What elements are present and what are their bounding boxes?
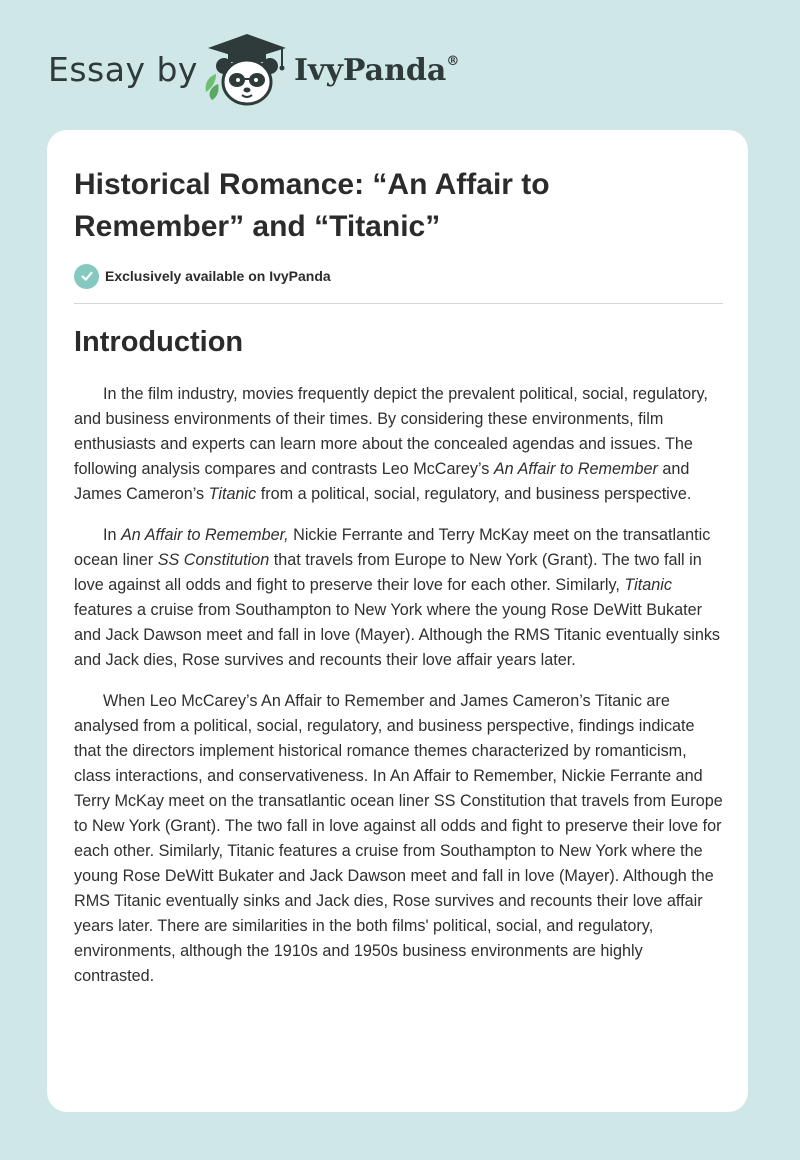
film-title: An Affair to Remember [493,460,658,478]
paragraph: When Leo McCarey’s An Affair to Remember and James Cameron’s Titanic are analysed from a political, social, regulatory, and business perspective, findings indicate that the directors implement historical romance themes characterized by romanticism, class interactions, and conservativeness. In An Affair to Remember, Nickie Ferrante and Terry McKay meet on the transatlantic ocean liner SS Constitution that travels from Europe to New York (Grant). The two fall in love against all odds and fight to preserve their love for each other. Similarly, Titanic features a cruise from Southampton to New York where the young Rose DeWitt Bukater and Jack Dawson meet and fall in love (Mayer). Although the RMS Titanic eventually sinks and Jack dies, Rose survives and recounts their love affair years later. There are similarities in the both films' political, social, and regulatory, environments, although the 1910s and 1950s business environments are highly contrasted. [74,692,723,985]
article-body [74,382,724,1005]
text-run: features a cruise from Southampton to New York where the young Rose DeWitt Bukater and Jack Dawson meet and fall in love (Mayer). Although the RMS Titanic eventually sinks and Jack dies, Rose survives and recounts their love affair years later. [74,601,721,669]
text-run: from a political, social, regulatory, and business perspective. [256,485,692,503]
brand-name[interactable] [294,53,459,88]
film-title: Titanic [208,485,257,503]
exclusive-badge [74,262,331,290]
ship-name: SS Constitution [157,551,270,569]
brand-label: IvyPanda [294,53,447,88]
exclusive-badge-text: Exclusively available on IvyPanda [105,268,331,284]
text-run: In the film industry, movies frequently depict the prevalent political, social, regulatory, and business environments of their times. By considering these environments, film enthusiasts and experts can learn more about the concealed agendas and issues. The following analysis compares and contrasts Leo McCarey’s [74,385,708,478]
text-run: that travels from Europe to New York (Grant). The two fall in love against all odds and fight to preserve their love for each other. Similarly, [74,551,702,594]
divider [74,303,723,304]
trademark: ® [446,54,460,69]
paragraph [74,382,724,507]
paragraph [74,523,724,673]
text-run: Nickie Ferrante and Terry McKay meet on the transatlantic ocean liner [74,526,711,569]
site-header [0,0,800,130]
text-run: and James Cameron’s [74,460,690,503]
article-title: Historical Romance: “An Affair to Remember” and “Titanic” [74,168,550,243]
essay-by-label: Essay by [48,50,198,89]
article-card [47,130,748,1112]
check-circle-icon [74,264,99,289]
film-title: An Affair to Remember, [121,526,289,544]
text-run: In [103,526,121,544]
film-title: Titanic [624,576,672,594]
panda-graduate-icon[interactable] [202,30,292,115]
section-heading: Introduction [74,326,244,358]
